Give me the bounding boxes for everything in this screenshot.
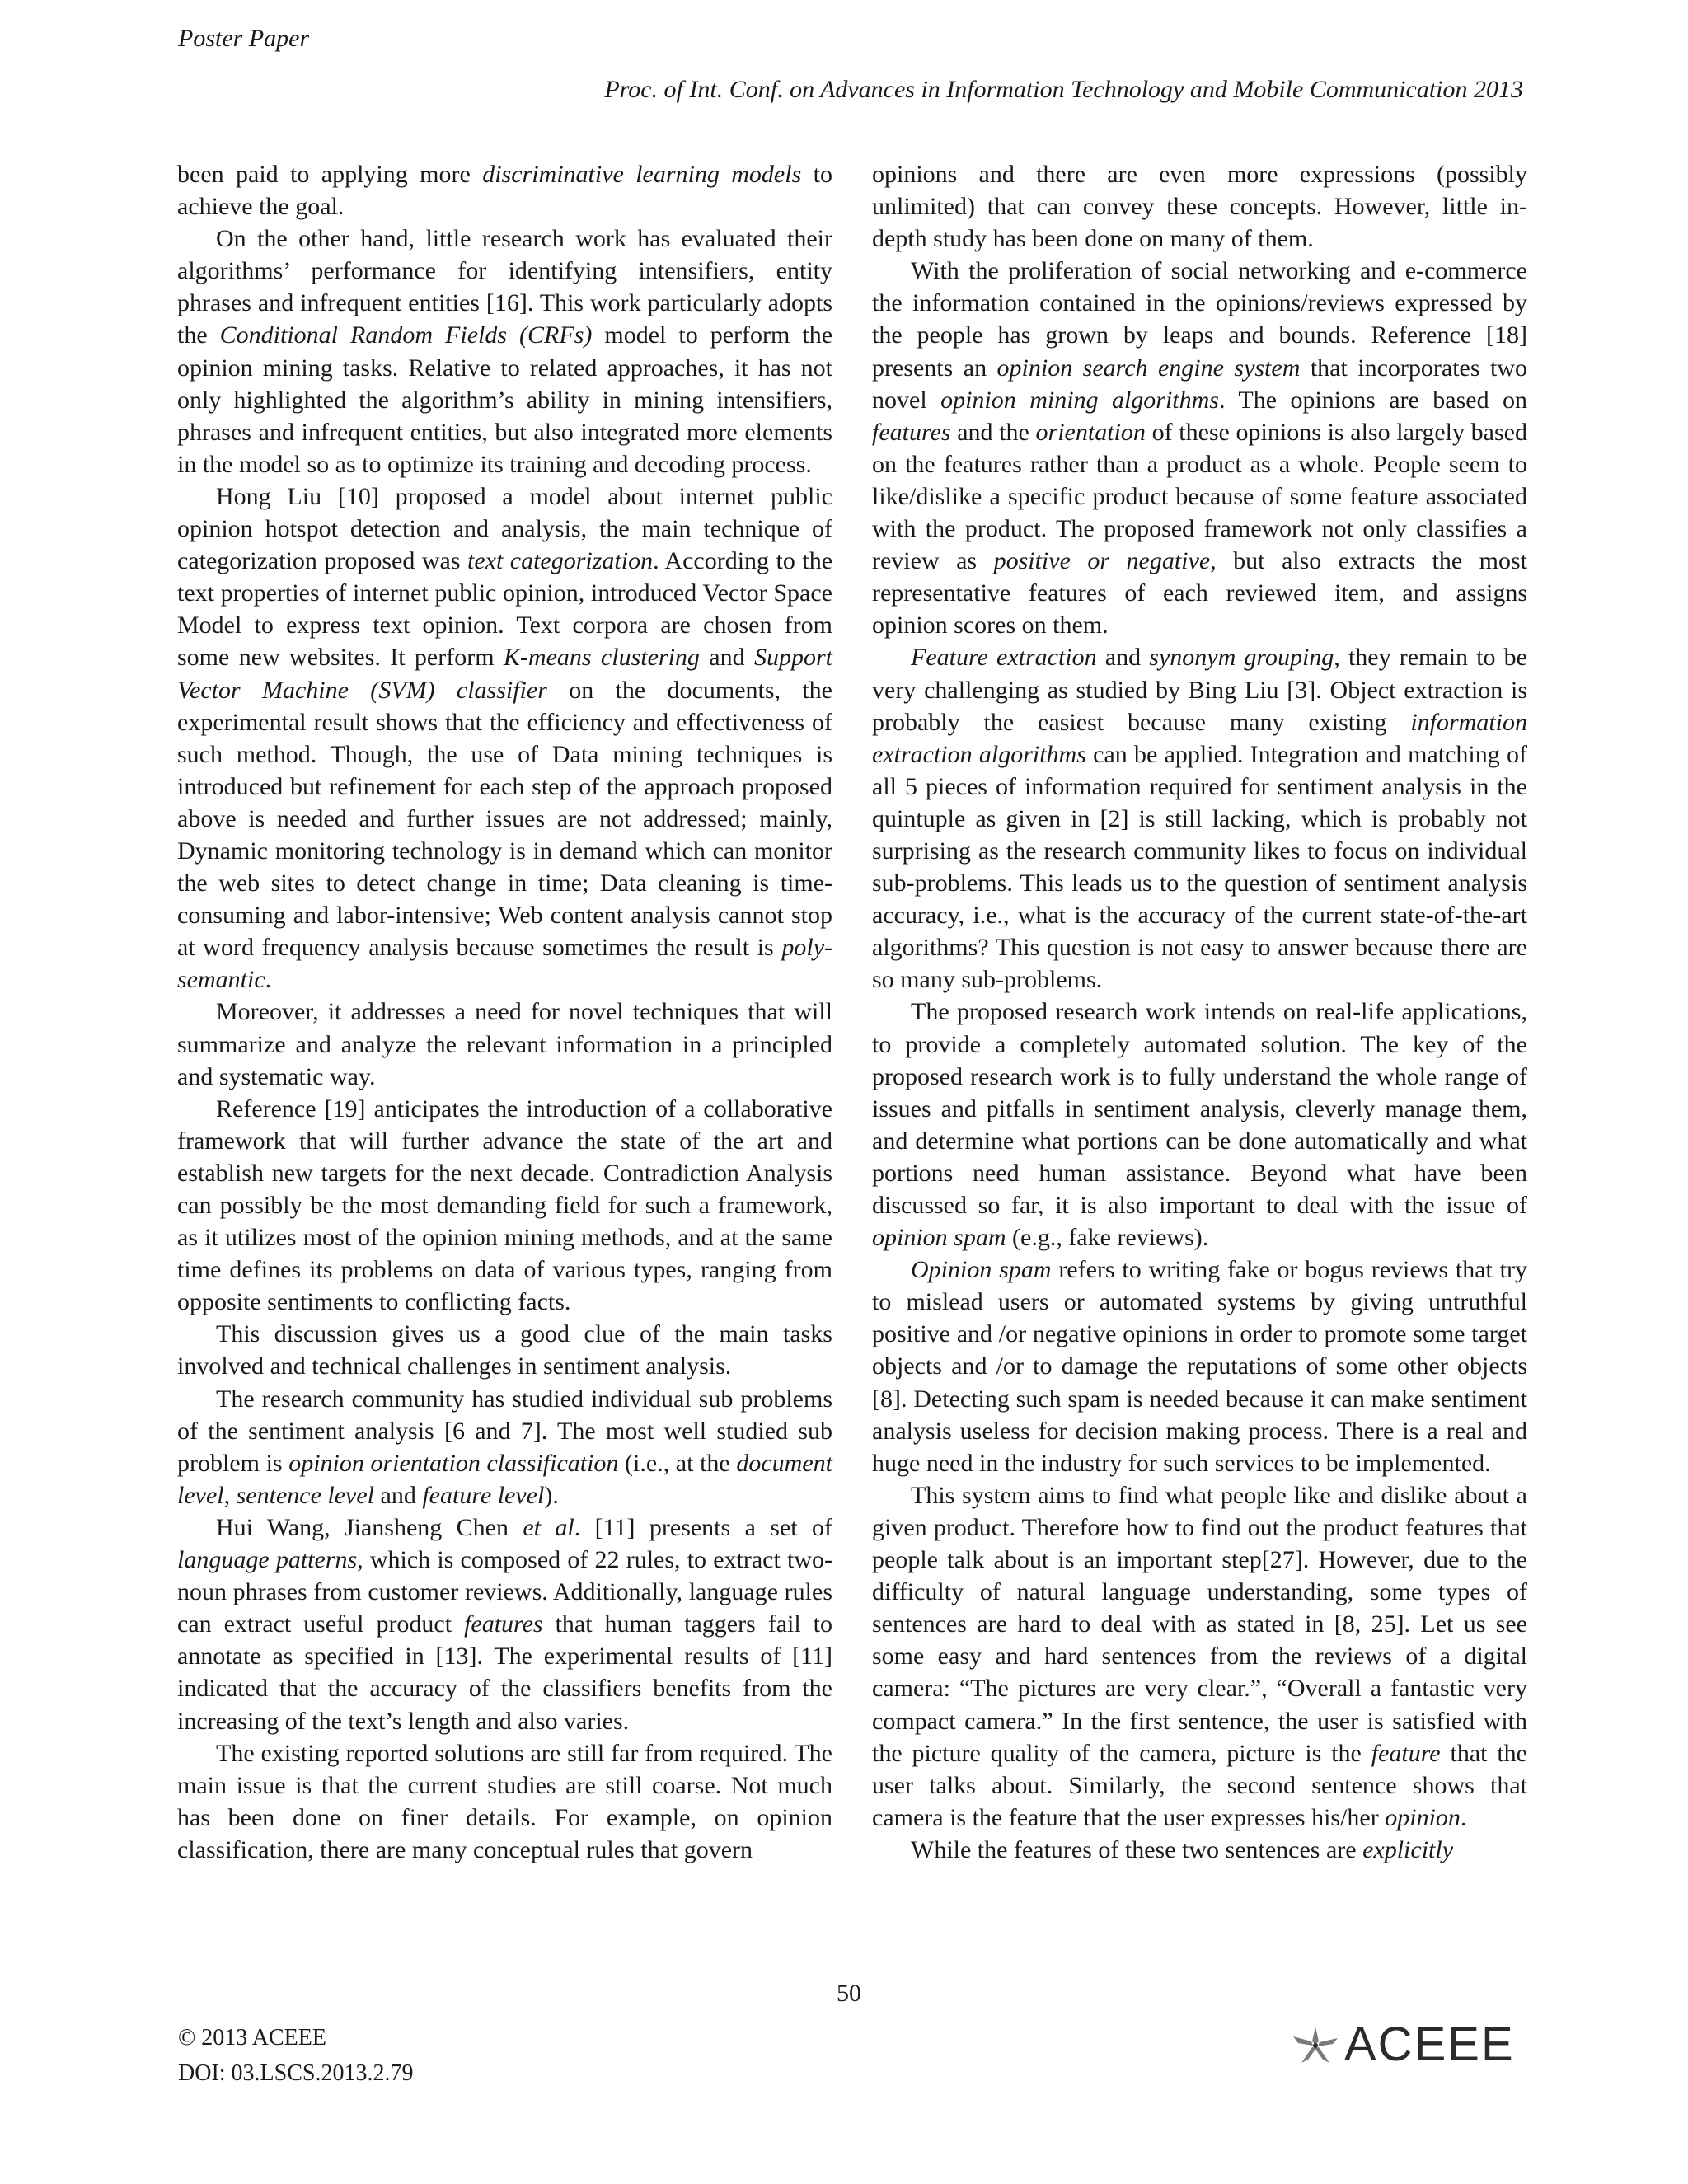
paragraph: Reference [19] anticipates the introduction of a collaborative framework that will further advance the state of the art and establish new targets for the next decade. Contradiction Analysis can possibly be the most demanding field for such a framework, as it utilizes most of the opinion mining methods, and at the same time defines its problems on data of various types, ranging from opposite sentiments to conflicting facts. [177, 1094, 832, 1316]
conference-header: Proc. of Int. Conf. on Advances in Information Technology and Mobile Communication 2013 [604, 76, 1523, 103]
paragraph: With the proliferation of social networking and e-commerce the information contained in the opinions/reviews expressed by the people has grown by leaps and bounds. Reference [18] presents an opinion search engine system that incorporates two novel opinion mining algorithms. The opinions are based on features and the orientation of these opinions is also largely based on the features rather than a product as a whole. People seem to like/dislike a specific product because of some feature associated with the product. The proposed framework not only classifies a review as positive or negative, but also extracts the most representative features of each reviewed item, and assigns opinion scores on them. [872, 257, 1528, 640]
paragraph: The proposed research work intends on real-life applications, to provide a completely automated solution. The key of the proposed research work is to fully understand the whole range of issues and pitfalls in sentiment analysis, cleverly manage them, and determine what portions can be done automatically and what portions need human assistance. Beyond what have been discussed so far, it is also important to deal with the issue of opinion spam (e.g., fake reviews). [872, 998, 1527, 1252]
poster-paper-label: Poster Paper [178, 25, 310, 52]
paragraph: been paid to applying more discriminative learning models to achieve the goal. [177, 161, 832, 221]
paragraph: This discussion gives us a good clue of the main tasks involved and technical challenges in sentiment analysis. [177, 1320, 832, 1380]
doi-label: DOI: 03.LSCS.2013.2.79 [178, 2060, 414, 2086]
paragraph: Hong Liu [10] proposed a model about internet public opinion hotspot detection and analysis, the main technique of categorization proposed was text categorization. According to the text properties of internet public opinion, introduced Vector Space Model to express text opinion. Text corpora are chosen from some new websites. It perform K-means clustering and Support Vector Machine (SVM) classifier on the documents, the experimental result shows that the efficiency and effectiveness of such method. Though, the use of Data mining techniques is introduced but refinement for each step of the approach proposed above is needed and further issues are not addressed; mainly, Dynamic monitoring technology is in demand which can monitor the web sites to detect change in time; Data cleaning is time-consuming and labor-intensive; Web content analysis cannot stop at word frequency analysis because sometimes the result is poly-semantic. [177, 482, 833, 994]
right-text-column [872, 158, 1527, 1866]
paragraph: While the features of these two sentences are explicitly [911, 1835, 1454, 1863]
page-number: 50 [837, 1980, 861, 2007]
paragraph: Moreover, it addresses a need for novel techniques that will summarize and analyze the relevant information in a principled and systematic way. [177, 998, 832, 1090]
paragraph: The existing reported solutions are still far from required. The main issue is that the current studies are still coarse. Not much has been done on finer details. For example, on opinion classification, there are many conceptual rules that govern [177, 1739, 832, 1863]
paragraph: Hui Wang, Jiansheng Chen et al. [11] presents a set of language patterns, which is composed of 22 rules, to extract two-noun phrases from customer reviews. Additionally, language rules can extract useful product features that human taggers fail to annotate as specified in [13]. The experimental results of [11] indicated that the accuracy of the classifiers benefits from the increasing of the text’s length and also varies. [177, 1513, 833, 1735]
paragraph: Opinion spam refers to writing fake or bogus reviews that try to mislead users or automated systems by giving untruthful positive and /or negative opinions in order to promote some target objects and /or to damage the reputations of some other objects [8]. Detecting such spam is needed because it can make sentiment analysis useless for decision making process. There is a real and huge need in the industry for such services to be implemented. [872, 1256, 1527, 1477]
paragraph: This system aims to find what people like and dislike about a given product. Therefore how to find out the product features that people talk about is an important step[27]. However, due to the difficulty of natural language understanding, some types of sentences are hard to deal with as stated in [8, 25]. Let us see some easy and hard sentences from the reviews of a digital camera: “The pictures are very clear.”, “Overall a fantastic very compact camera.” In the first sentence, the user is satisfied with the picture quality of the camera, picture is the feature that the user talks about. Similarly, the second sentence shows that camera is the feature that the user expresses his/her opinion. [872, 1481, 1527, 1831]
paragraph: opinions and there are even more expressions (possibly unlimited) that can convey these concepts. However, little in-depth study has been done on many of them. [872, 161, 1527, 253]
aceee-star-icon [1290, 2023, 1341, 2066]
left-text-column [177, 158, 832, 1866]
copyright-notice: © 2013 ACEEE [178, 2025, 326, 2050]
paragraph: Feature extraction and synonym grouping, they remain to be very challenging as studied by Bing Liu [3]. Object extraction is probably the easiest because many existing information extraction algorithms can be applied. Integration and matching of all 5 pieces of information required for sentiment analysis in the quintuple as given in [2] is still lacking, which is probably not surprising as the research community likes to focus on individual sub-problems. This leads us to the question of sentiment analysis accuracy, i.e., what is the accuracy of the current state-of-the-art algorithms? This question is not easy to answer because there are so many sub-problems. [872, 644, 1527, 994]
paragraph: On the other hand, little research work has evaluated their algorithms’ performance for identifying intensifiers, entity phrases and infrequent entities [16]. This work particularly adopts the Conditional Random Fields (CRFs) model to perform the opinion mining tasks. Relative to related approaches, it has not only highlighted the algorithm’s ability in mining intensifiers, phrases and infrequent entities, but also integrated more elements in the model so as to optimize its training and decoding process. [177, 225, 833, 478]
aceee-logo-text: ACEEE [1344, 2018, 1515, 2071]
paragraph: The research community has studied individual sub problems of the sentiment analysis [6 and 7]. The most well studied sub problem is opinion orientation classification (i.e., at the document level, sentence level and feature level). [177, 1385, 832, 1509]
aceee-logo [1290, 2018, 1515, 2071]
